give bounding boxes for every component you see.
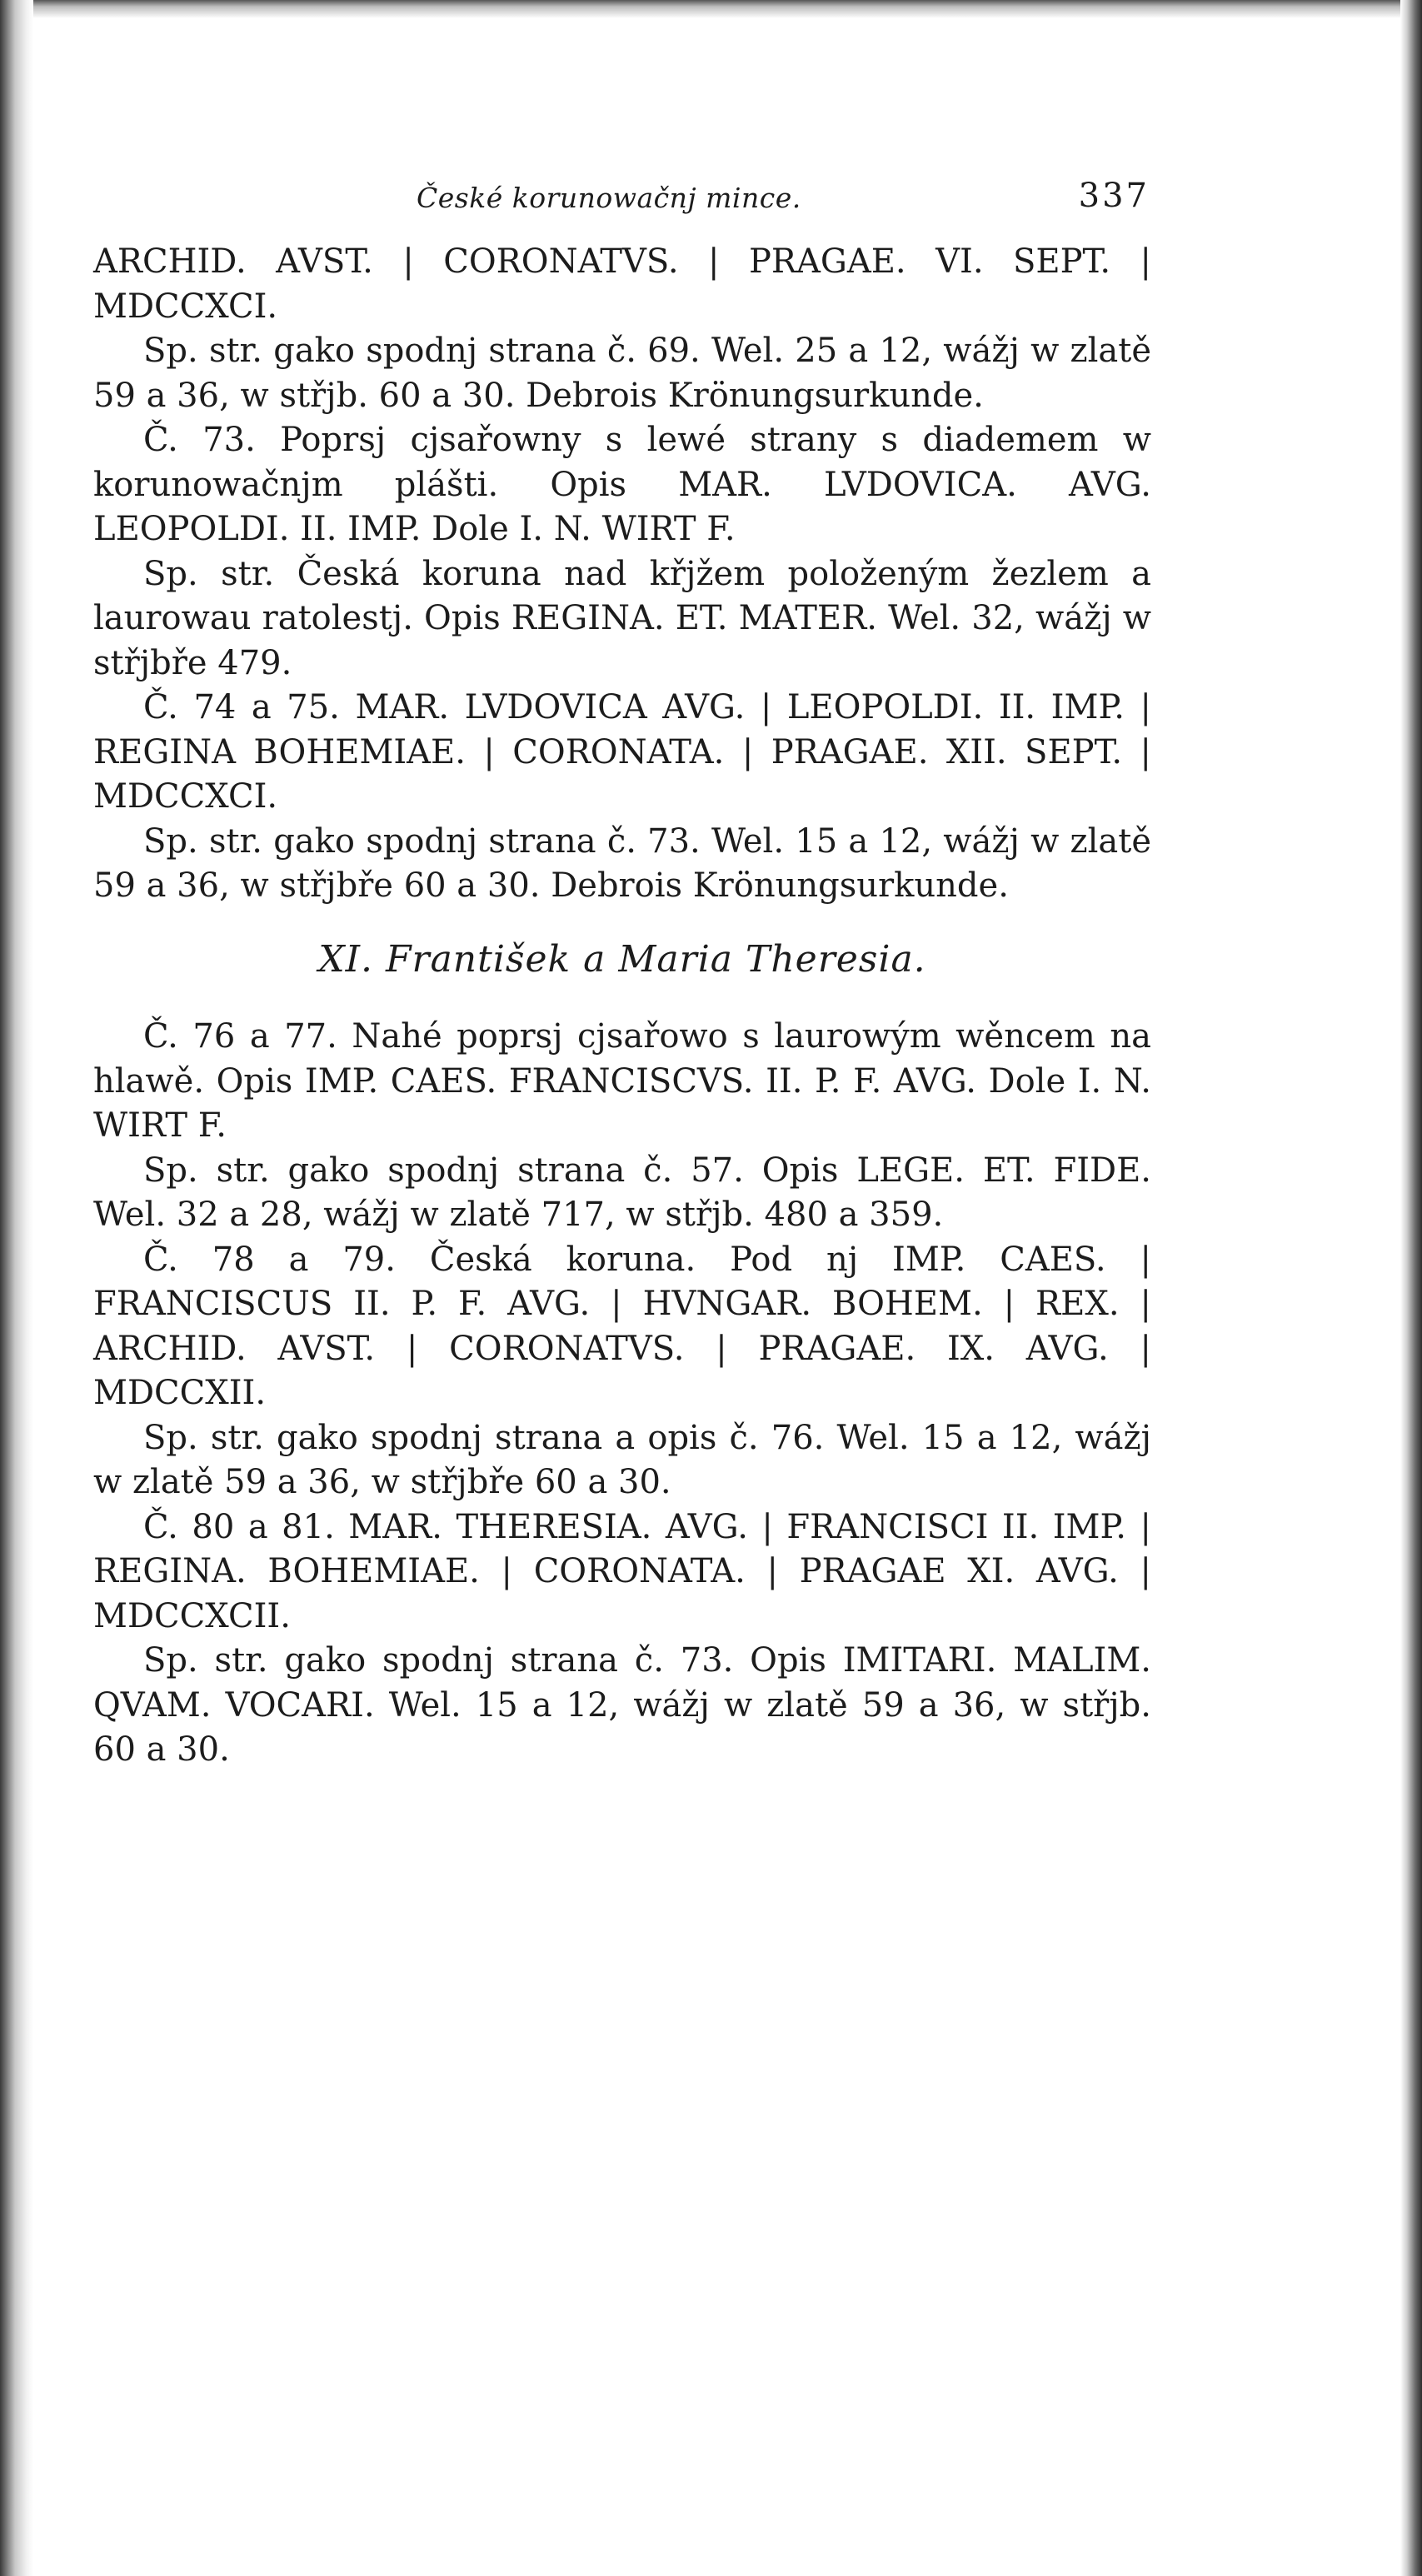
paragraph: Sp. str. Česká koruna nad křjžem položeným žezlem a laurowau ratolestj. Opis REGINA. ET. MATER. Wel. 32, wážj w střjbře 479. — [93, 554, 1151, 682]
paragraph: Sp. str. gako spodnj strana č. 69. Wel. 25 a 12, wážj w zlatě 59 a 36, w střjb. 60 a 30. Debrois Krönungsurkunde. — [93, 332, 1151, 415]
running-head — [92, 177, 1150, 218]
paragraph: ARCHID. AVST. | CORONATVS. | PRAGAE. VI. SEPT. | MDCCXCI. — [93, 242, 1151, 326]
paragraph: Č. 78 a 79. Česká koruna. Pod nj IMP. CAES. | FRANCISCUS II. P. F. AVG. | HVNGAR. BOHEM. | REX. | ARCHID. AVST. | CORONATVS. | PRAGAE. IX. AVG. | MDCCXII. — [93, 1240, 1151, 1412]
page-text — [93, 240, 1151, 1773]
paragraph: Sp. str. gako spodnj strana a opis č. 76. Wel. 15 a 12, wážj w zlatě 59 a 36, w střjbře 60 a 30. — [93, 1418, 1151, 1501]
paragraph: Č. 80 a 81. MAR. THERESIA. AVG. | FRANCISCI II. IMP. | REGINA. BOHEMIAE. | CORONATA. | PRAGAE XI. AVG. | MDCCXCII. — [93, 1507, 1151, 1635]
page-right-edge-shadow — [1400, 0, 1422, 2576]
running-title: České korunowačnj mince. — [417, 182, 801, 214]
paragraph: Sp. str. gako spodnj strana č. 73. Opis IMITARI. MALIM. QVAM. VOCARI. Wel. 15 a 12, wážj w zlatě 59 a 36, w střjb. 60 a 30. — [93, 1641, 1151, 1769]
paragraph: Sp. str. gako spodnj strana č. 57. Opis LEGE. ET. FIDE. Wel. 32 a 28, wážj w zlatě 717, w střjb. 480 a 359. — [93, 1151, 1151, 1234]
page-number: 337 — [1078, 177, 1150, 215]
section-title: XI. František a Maria Theresia. — [318, 937, 926, 981]
paragraph: Č. 74 a 75. MAR. LVDOVICA AVG. | LEOPOLDI. II. IMP. | REGINA BOHEMIAE. | CORONATA. | PRAGAE. XII. SEPT. | MDCCXCI. — [93, 688, 1151, 816]
page-left-edge-shadow — [0, 0, 33, 2576]
page-top-edge-shadow — [0, 0, 1422, 18]
paragraph: Č. 76 a 77. Nahé poprsj cjsařowo s laurowým wěncem na hlawě. Opis IMP. CAES. FRANCISCVS. II. P. F. AVG. Dole I. N. WIRT F. — [93, 1017, 1151, 1145]
paragraph: Č. 73. Poprsj cjsařowny s lewé strany s diademem w korunowačnjm plášti. Opis MAR. LVDOVICA. AVG. LEOPOLDI. II. IMP. Dole I. N. WIRT F. — [93, 421, 1151, 548]
paragraph: Sp. str. gako spodnj strana č. 73. Wel. 15 a 12, wážj w zlatě 59 a 36, w střjbře 60 a 30. Debrois Krönungsurkunde. — [93, 821, 1151, 905]
